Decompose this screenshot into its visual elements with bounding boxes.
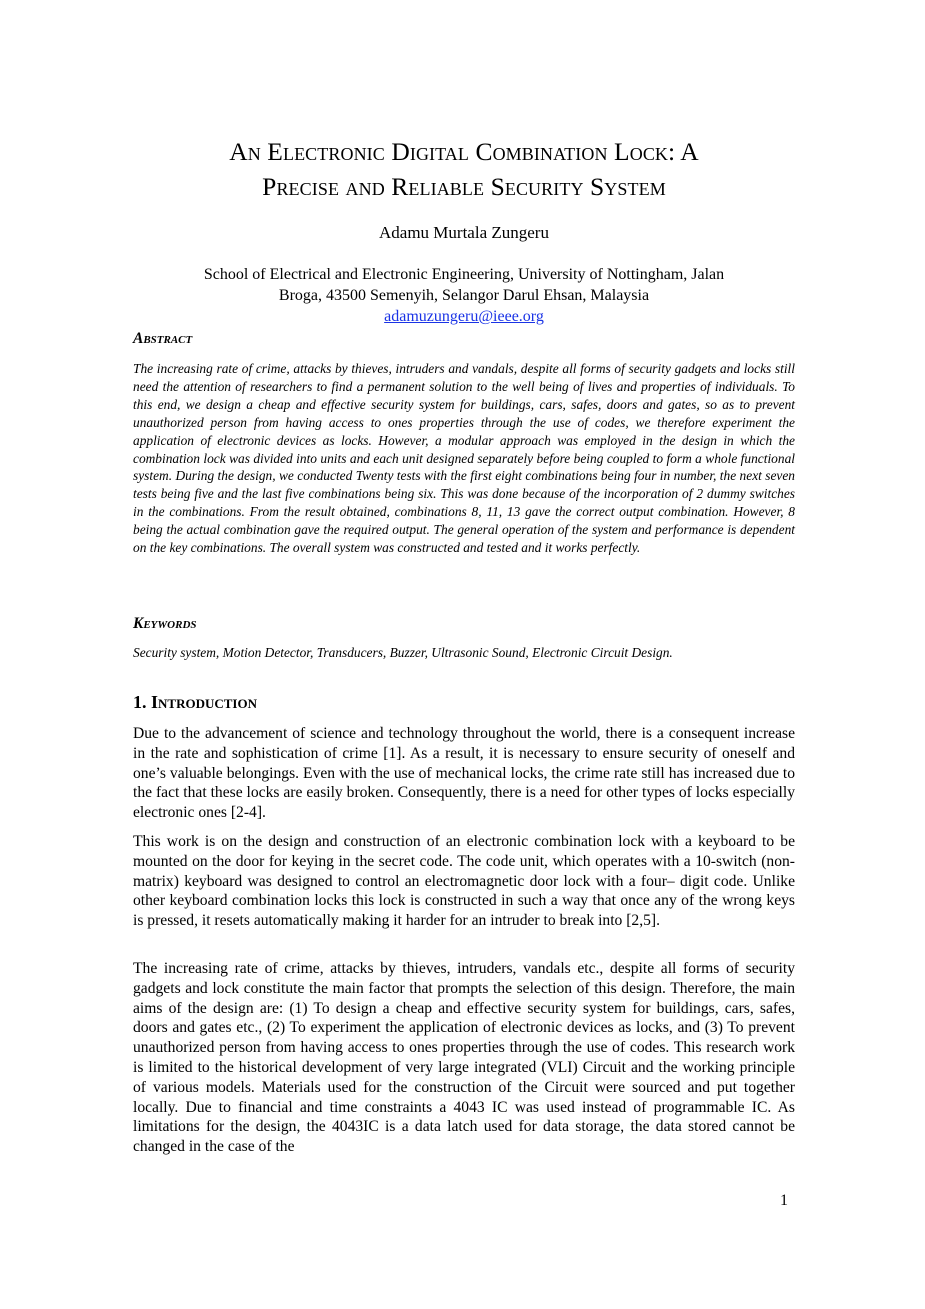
paper-title: [133, 134, 795, 204]
keywords-heading: Keywords: [133, 615, 197, 632]
abstract-heading: Abstract: [133, 330, 193, 347]
page-number: 1: [780, 1192, 788, 1209]
introduction-paragraph-1: Due to the advancement of science and technology throughout the world, there is a consequent increase in the rate and sophistication of crime [1]. As a result, it is necessary to ensure security of oneself and one’s valuable belongings. Even with the use of mechanical locks, the crime rate still has increased due to the fact that these locks are easily broken. Consequently, there is a need for other types of locks especially electronic ones [2-4].: [133, 725, 795, 822]
title-line-2: Precise and Reliable Security System: [262, 172, 666, 201]
title-line-1: An Electronic Digital Combination Lock: A: [229, 137, 699, 166]
introduction-paragraph-3: The increasing rate of crime, attacks by thieves, intruders, vandals etc., despite all forms of security gadgets and lock constitute the main factor that prompts the selection of this design. Therefore, the main aims of the design are: (1) To design a cheap and effective security system for buildings, cars, safes, doors and gates etc., (2) To experiment the application of electronic devices as locks, and (3) To prevent unauthorized person from having access to ones properties through the use of codes. This research work is limited to the historical development of very large integrated (VLI) Circuit and the working principle of various models. Materials used for the construction of the Circuit were sourced and put together locally. Due to financial and time constraints a 4043 IC was used instead of programmable IC. As limitations for the design, the 4043IC is a data latch used for data storage, the data stored cannot be changed in the case of the: [133, 960, 795, 1156]
email-link[interactable]: adamuzungeru@ieee.org: [384, 308, 544, 325]
author-name: Adamu Murtala Zungeru: [379, 223, 549, 242]
keywords-text: Security system, Motion Detector, Transducers, Buzzer, Ultrasonic Sound, Electronic Circuit Design.: [133, 645, 673, 660]
introduction-paragraph-2: This work is on the design and construction of an electronic combination lock with a keyboard to be mounted on the door for keying in the secret code. The code unit, which operates with a 10-switch (non- matrix) keyboard was designed to control an electromagnetic door lock with a four– digit code. Unlike other keyboard combination locks this lock is constructed in such a way that once any of the wrong keys is pressed, it resets automatically making it harder for an intruder to break into [2,5].: [133, 833, 795, 930]
affiliation-line-1: School of Electrical and Electronic Engineering, University of Nottingham, Jalan: [203, 266, 725, 283]
introduction-heading: 1. Introduction: [133, 692, 257, 712]
affiliation-line-2: Broga, 43500 Semenyih, Selangor Darul Ehsan, Malaysia: [278, 287, 650, 304]
abstract-text: The increasing rate of crime, attacks by thieves, intruders and vandals, despite all forms of security gadgets and locks still need the attention of researchers to find a permanent solution to the well being of lives and properties of individuals. To this end, we design a cheap and effective security system for buildings, cars, safes, doors and gates, so as to prevent unauthorized person from having access to ones properties through the use of codes, we therefore experiment the application of electronic devices as locks. However, a modular approach was employed in the design in which the combination lock was divided into units and each unit designed separately before being coupled to form a whole functional system. During the design, we conducted Twenty tests with the first eight combinations being four in number, the next seven tests being five and the last five combinations being six. This was done because of the incorporation of 2 dummy switches in the combinations. From the result obtained, combinations 8, 11, 13 gave the correct output combination. However, 8 being the actual combination gave the required output. The general operation of the system and performance is dependent on the key combinations. The overall system was constructed and tested and it works perfectly.: [133, 361, 795, 556]
affiliation: [133, 264, 795, 327]
